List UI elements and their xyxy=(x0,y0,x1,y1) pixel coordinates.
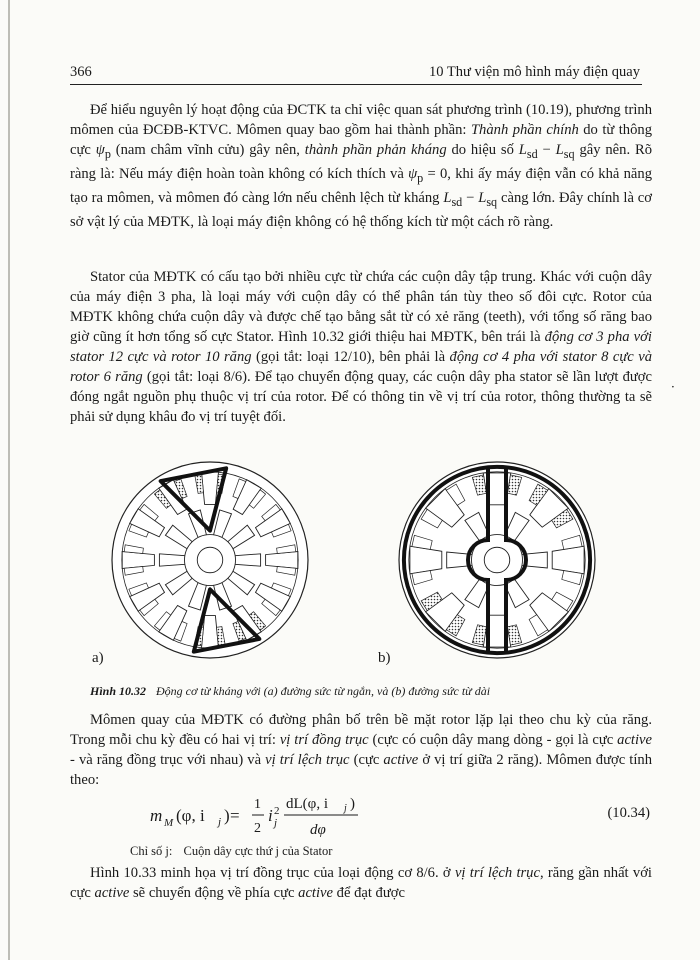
paragraph-3: Mômen quay của MĐTK có đường phân bố trên bề mặt rotor lặp lại theo chu kỳ của răng. Trong mỗi chu kỳ đều có hai vị trí: vị trí đồng trục (cực có cuộn dây mang dòng - gọi là cực active - và răng đồng trục với nhau) và vị trí lệch trục (cực active ở vị trí giữa 2 răng). Mômen được tính theo: xyxy=(70,712,652,788)
stator-pole xyxy=(266,552,298,569)
svg-text:2: 2 xyxy=(274,805,280,817)
rotor-tooth xyxy=(159,554,185,566)
caption-text: Động cơ từ kháng với (a) đường sức từ ngắn, và (b) đường sức từ dài xyxy=(156,684,491,698)
svg-text:): ) xyxy=(224,806,230,825)
shaft xyxy=(197,547,222,572)
stator-pole xyxy=(202,616,219,648)
page-number: 366 xyxy=(70,64,92,80)
header-rule xyxy=(70,84,642,85)
motor-figure xyxy=(70,460,650,682)
binding-edge xyxy=(8,0,10,960)
equation-formula xyxy=(150,790,410,840)
stator-pole xyxy=(410,546,442,574)
paragraph-1: Để hiểu nguyên lý hoạt động của ĐCTK ta chỉ việc quan sát phương trình (10.19), phương trình mômen của ĐCĐB-KTVC. Mômen quay bao gồm hai thành phần: Thành phần chính do từ thông cực $\psi_p$ (nam châm vĩnh cửu) gây nên, thành phần phản kháng do hiệu số $L_{sd} - L_{sq}$ gây nên. Rõ ràng là: Nếu máy điện hoàn toàn không có kích thích và $\psi_p = 0$, khi ấy máy điện vẫn có khả năng tạo ra mômen, và mômen đó càng lớn nếu chênh lệch từ kháng $L_{sd} - L_{sq}$ càng lớn. Đây chính là cơ sở vật lý của MĐTK, là loại máy điện không có hệ thống kích từ một cách rõ ràng. xyxy=(70,102,652,230)
svg-text:2: 2 xyxy=(254,821,261,836)
stator-pole xyxy=(552,546,584,574)
stator-pole xyxy=(202,472,219,504)
page-header xyxy=(70,64,640,84)
svg-text:dL(φ, i: dL(φ, i xyxy=(286,796,328,812)
svg-text:j: j xyxy=(344,803,347,814)
rotor-tooth xyxy=(235,554,261,566)
figure-caption xyxy=(90,684,490,699)
stator-pole xyxy=(122,552,154,569)
shaft xyxy=(484,547,509,572)
figure-label-a: a) xyxy=(92,650,104,666)
equation-10-34 xyxy=(150,790,650,840)
paragraph-4: Hình 10.33 minh họa vị trí đồng trục của loại động cơ 8/6. ở vị trí lệch trục, răng gần nhất với cực active sẽ chuyển động về phía cực active để đạt được xyxy=(70,865,652,901)
svg-text:(φ, i: (φ, i xyxy=(176,806,205,825)
svg-text:=: = xyxy=(230,806,240,825)
chapter-title: 10 Thư viện mô hình máy điện quay xyxy=(429,64,640,80)
svg-text:i: i xyxy=(268,806,273,825)
motor-12-10-diagram xyxy=(112,462,308,658)
equation-number: (10.34) xyxy=(607,805,650,821)
figure-label-b: b) xyxy=(378,650,391,666)
svg-text:): ) xyxy=(350,796,355,812)
caption-number: Hình 10.32 xyxy=(90,684,147,698)
margin-dot: · xyxy=(671,380,675,394)
note-text: Cuộn dây cực thứ j của Stator xyxy=(183,844,333,858)
svg-text:1: 1 xyxy=(254,797,261,812)
index-note xyxy=(130,844,332,859)
svg-text:j: j xyxy=(274,817,278,829)
svg-text:m: m xyxy=(150,806,163,825)
note-label: Chỉ số j: xyxy=(130,844,173,858)
svg-text:M: M xyxy=(164,817,174,829)
motor-8-6-diagram xyxy=(399,462,595,658)
svg-text:dφ: dφ xyxy=(310,822,326,838)
svg-text:j: j xyxy=(218,816,222,828)
paragraph-2: Stator của MĐTK có cấu tạo bởi nhiều cực từ chứa các cuộn dây tập trung. Khác với cuộn dây của máy điện 3 pha, là loại máy với cuộn dây có thể phân tán tùy theo số đôi cực. Rotor của MĐTK không chứa cuộn dây và được chế tạo bằng sắt từ có xẻ răng (teeth), với tổng số răng bao giờ cũng ít hơn tổng số cực Stator. Hình 10.32 giới thiệu hai MĐTK, bên trái là động cơ 3 pha với stator 12 cực và rotor 10 răng (gọi tắt: loại 12/10), bên phải là động cơ 4 pha với stator 8 cực và rotor 6 răng (gọi tắt: loại 8/6). Để tạo chuyển động quay, các cuộn dây pha stator sẽ lần lượt được đóng ngắt nguồn phụ thuộc vị trí của rotor. Để có thông tin về vị trí của rotor, thông thường ta sẽ phải sử dụng khâu đo vị trí tuyệt đối. xyxy=(70,269,653,425)
